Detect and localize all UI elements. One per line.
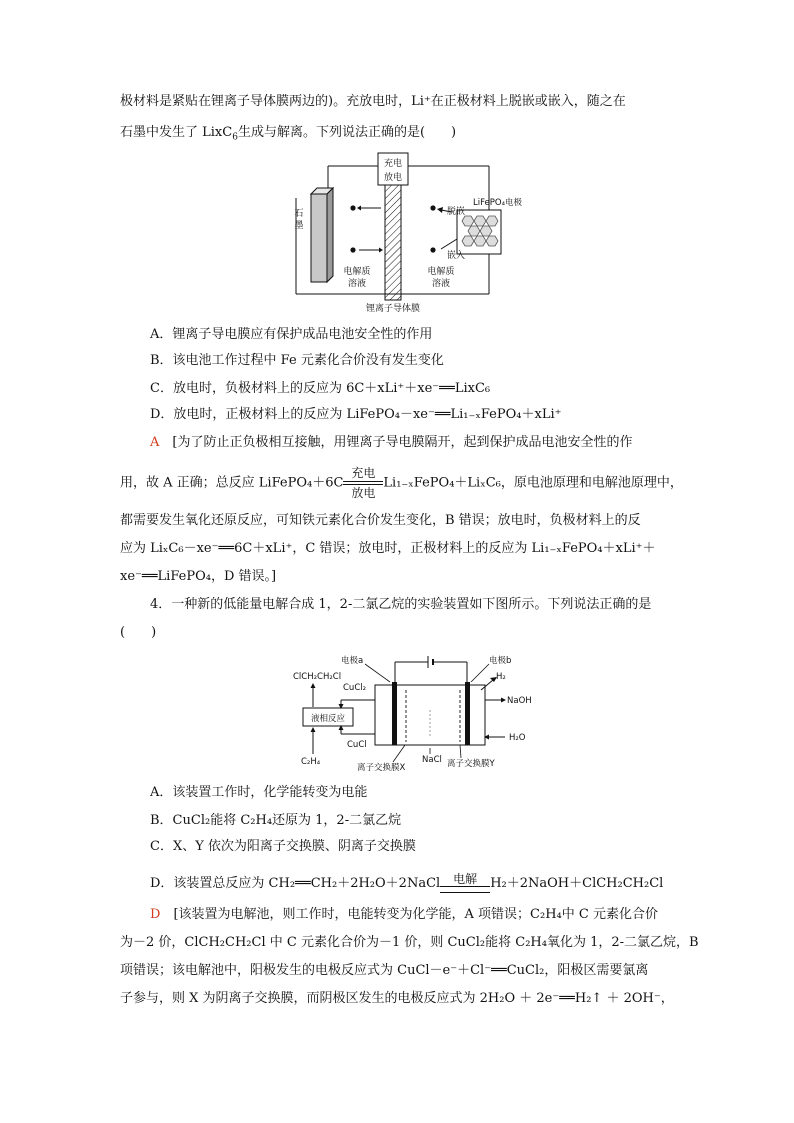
graphite-label-2: 墨 [294, 221, 304, 231]
electrode-b [465, 682, 470, 745]
q3-option-d: D．放电时，正极材料上的反应为 LiFePO₄－xe⁻══Li₁₋ₓFePO₄＋xLi⁺ [150, 407, 562, 422]
naoh-label: NaOH [507, 696, 532, 706]
nacl-label: NaCl [422, 755, 442, 765]
electrolyte-left-label-2: 溶液 [347, 279, 367, 289]
q4-stem-line-1: 4．一种新的低能量电解合成 1，2-二氯乙烷的实验装置如下图所示。下列说法正确的是 [150, 597, 652, 612]
electrolysis-arrow: 电解 [440, 872, 490, 893]
q3-intro-line-1: 极材料是紧贴在锂离子导体膜两边的)。充放电时，Li⁺在正极材料上脱嵌或嵌入，随之在 [120, 94, 626, 109]
membrane-y-label: 离子交换膜Y [447, 759, 495, 769]
q4-explain-line-3: 项错误；该电解池中，阳极发生的电极反应式为 CuCl－e⁻＋Cl⁻══CuCl₂，阳极区需要氯离 [120, 963, 649, 978]
q4-option-d: D．该装置总反应为 CH₂══CH₂＋2H₂O＋2NaCl 电解 H₂＋2NaOH＋ClCH₂CH₂Cl [150, 872, 664, 891]
q3-option-a: A．锂离子导电膜应有保护成品电池安全性的作用 [150, 327, 433, 342]
membrane-label: 锂离子导体膜 [365, 304, 421, 314]
cucl2-label: CuCl₂ [343, 683, 367, 693]
graphite-label-1: 石 [294, 209, 304, 219]
charge-discharge-arrow: 充电 放电 [343, 466, 383, 500]
electrode-a [392, 682, 397, 745]
battery-diagram [285, 150, 535, 320]
c2h4-label: C₂H₄ [301, 757, 321, 767]
q4-option-c: C．X、Y 依次为阳离子交换膜、阴离子交换膜 [150, 839, 416, 854]
q3-explain-line-3: 都需要发生氧化还原反应，可知铁元素化合价发生变化，B 错误；放电时，负极材料上的反 [120, 513, 641, 528]
q3-intro-line-2: 石墨中发生了 LixC$_6$生成与解离。下列说法正确的是( ) [120, 125, 457, 143]
q4-answer-letter: D [150, 907, 161, 922]
h2o-label: H₂O [509, 733, 526, 743]
ion-dot [430, 247, 435, 252]
li-ion-membrane [385, 185, 401, 300]
q3-option-c: C．放电时，负极材料上的反应为 6C＋xLi⁺＋xe⁻══LixC₆ [150, 381, 491, 396]
q4-stem-line-2: ( ) [120, 625, 157, 640]
deintercalate-label: 脱嵌 [447, 207, 466, 217]
cucl-label: CuCl [347, 740, 367, 750]
liquid-reaction-label: 液相反应 [310, 714, 346, 724]
q4-explain-line-2: 为－2 价，ClCH₂CH₂Cl 中 C 元素化合价为－1 价，则 CuCl₂能将 C₂H₄氧化为 1，2-二氯乙烷，B [120, 935, 699, 950]
electrode-b-label: 电极b [489, 656, 512, 666]
q4-option-b: B．CuCl₂能将 C₂H₄还原为 1，2-二氯乙烷 [150, 813, 402, 828]
h2-label: H₂ [496, 672, 506, 682]
switch-charge-label: 充电 [383, 159, 403, 169]
q3-explain-line-1: A [为了防止正负极相互接触，用锂离子导电膜隔开，起到保护成品电池安全性的作 [150, 435, 633, 450]
electrolysis-diagram [285, 650, 545, 775]
q4-explain-line-1: D [该装置为电解池，则工作时，电能转变为化学能，A 项错误；C₂H₄中 C 元素化合价 [150, 907, 658, 922]
ion-dot [350, 205, 355, 210]
dce-label: ClCH₂CH₂Cl [293, 672, 342, 682]
electrolyte-left-label-1: 电解质 [343, 267, 371, 277]
ion-dot [430, 205, 435, 210]
membrane-x-label: 离子交换膜X [357, 763, 406, 773]
ion-dot [350, 247, 355, 252]
electrolyte-right-label-1: 电解质 [427, 267, 455, 277]
switch-discharge-label: 放电 [383, 173, 403, 183]
lifepo4-electrode-label: LiFePO₄电极 [473, 198, 522, 208]
q3-explain-line-4: 应为 LiₓC₆－xe⁻══6C＋xLi⁺，C 错误；放电时，正极材料上的反应为 Li₁₋ₓFePO₄＋xLi⁺＋ [120, 541, 656, 556]
q3-explain-line-2: 用，故 A 正确；总反应 LiFePO₄＋6C 充电 放电 Li₁₋ₓFePO₄＋LiₓC₆，原电池原理和电解池原理中， [120, 466, 683, 500]
q3-option-b: B．该电池工作过程中 Fe 元素化合价没有发生变化 [150, 353, 444, 368]
q4-option-a: A．该装置工作时，化学能转变为电能 [150, 785, 368, 800]
q3-answer-letter: A [150, 435, 160, 450]
intercalate-label: 嵌入 [447, 251, 466, 261]
q3-explain-line-5: xe⁻══LiFePO₄，D 错误。] [120, 569, 277, 584]
electrode-a-label: 电极a [341, 656, 364, 666]
electrolyte-right-label-2: 溶液 [431, 279, 451, 289]
q4-explain-line-4: 子参与，则 X 为阴离子交换膜，而阴极区发生的电极反应式为 2H₂O ＋ 2e⁻══H₂↑ ＋ 2OH⁻， [120, 991, 674, 1006]
graphite-electrode [311, 194, 327, 282]
